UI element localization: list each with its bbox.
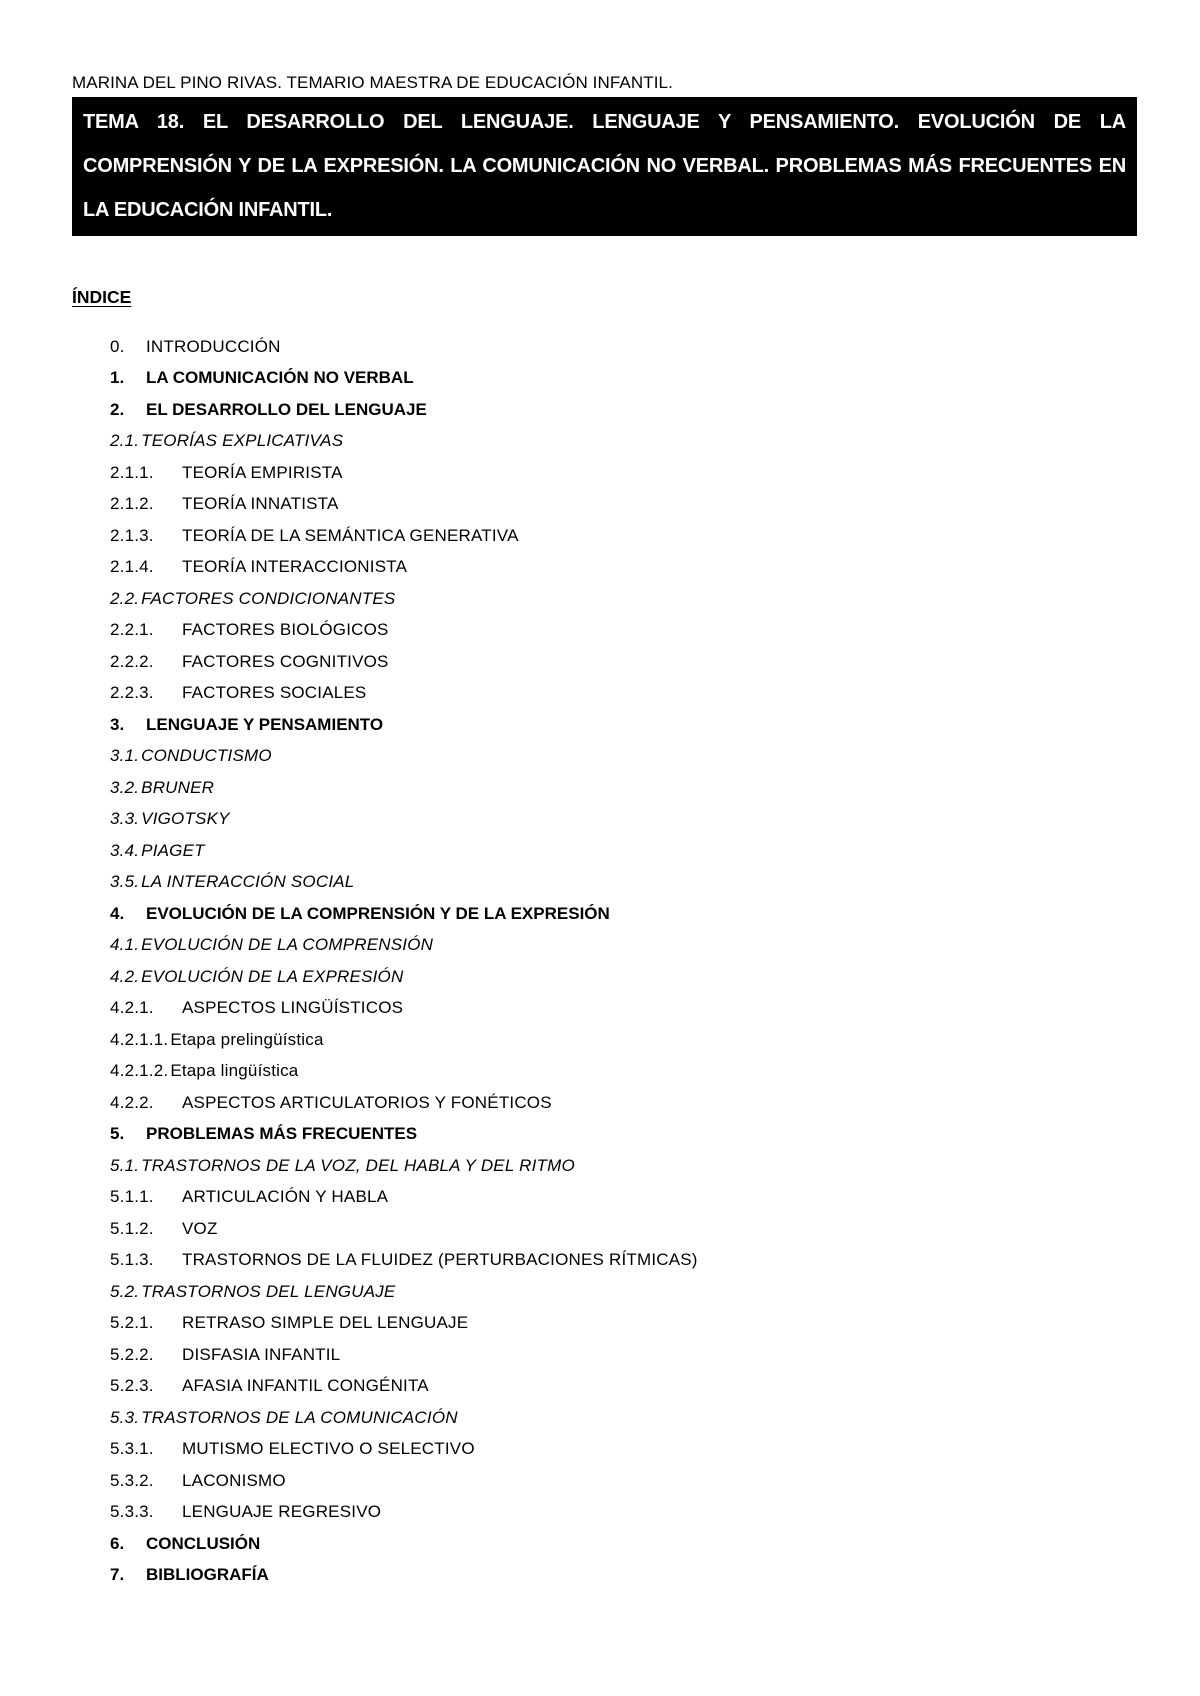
- toc-item: [110, 1371, 698, 1403]
- toc-item-number: 3.1.: [110, 746, 140, 766]
- toc-item: [110, 1150, 698, 1182]
- toc-item: [110, 1024, 698, 1056]
- toc-item: [110, 1245, 698, 1277]
- toc-item-number: 4.1.: [110, 935, 140, 955]
- toc-item-label: CONCLUSIÓN: [146, 1533, 261, 1553]
- toc-item: [110, 363, 698, 395]
- toc-item: [110, 835, 698, 867]
- index-heading: ÍNDICE: [72, 287, 132, 307]
- toc-item: [110, 1402, 698, 1434]
- toc-item: [110, 646, 698, 678]
- toc-item-number: 5.3.1.: [110, 1439, 154, 1459]
- toc-item-number: 4.2.2.: [110, 1092, 154, 1112]
- toc-item: [110, 331, 698, 363]
- running-header: MARINA DEL PINO RIVAS. TEMARIO MAESTRA DE EDUCACIÓN INFANTIL.: [72, 73, 673, 92]
- toc-item-number: 3.3.: [110, 809, 140, 829]
- toc-item-number: 3.2.: [110, 777, 140, 797]
- toc-item-label: ASPECTOS ARTICULATORIOS Y FONÉTICOS: [182, 1092, 552, 1112]
- toc-item-number: 2.2.: [110, 588, 140, 608]
- toc-item-number: 1.: [110, 368, 125, 388]
- toc-item-number: 5.1.2.: [110, 1218, 154, 1238]
- toc-item-label: RETRASO SIMPLE DEL LENGUAJE: [182, 1313, 469, 1333]
- toc-item-number: 5.3.: [110, 1407, 140, 1427]
- toc-item-label: EVOLUCIÓN DE LA COMPRENSIÓN: [141, 935, 434, 955]
- toc-item: [110, 804, 698, 836]
- toc-item-number: 2.2.2.: [110, 651, 154, 671]
- toc-item: [110, 1056, 698, 1088]
- toc-item: [110, 1465, 698, 1497]
- toc-item-number: 5.1.: [110, 1155, 140, 1175]
- toc-item-number: 6.: [110, 1533, 125, 1553]
- toc-item-number: 2.1.2.: [110, 494, 154, 514]
- toc-item-label: TRASTORNOS DE LA VOZ, DEL HABLA Y DEL RITMO: [141, 1155, 575, 1175]
- toc-item: [110, 1276, 698, 1308]
- toc-item-label: TRASTORNOS DE LA COMUNICACIÓN: [141, 1407, 458, 1427]
- toc-item-label: EVOLUCIÓN DE LA EXPRESIÓN: [141, 966, 404, 986]
- toc-item: [110, 552, 698, 584]
- toc-item: [110, 394, 698, 426]
- toc-item-number: 2.1.3.: [110, 525, 154, 545]
- toc-item-label: FACTORES COGNITIVOS: [182, 651, 389, 671]
- toc-item-label: LENGUAJE REGRESIVO: [182, 1502, 382, 1522]
- toc-item: [110, 489, 698, 521]
- toc-item-number: 7.: [110, 1565, 125, 1585]
- toc-item-label: BRUNER: [141, 777, 215, 797]
- toc-item-label: INTRODUCCIÓN: [146, 336, 281, 356]
- toc-item: [110, 678, 698, 710]
- topic-title: TEMA 18. EL DESARROLLO DEL LENGUAJE. LENGUAJE Y PENSAMIENTO. EVOLUCIÓN DE LA COMPRENSIÓN Y DE LA EXPRESIÓN. LA COMUNICACIÓN NO VERBAL. PROBLEMAS MÁS FRECUENTES EN LA EDUCACIÓN INFANTIL.: [72, 97, 1137, 236]
- table-of-contents: [110, 331, 698, 1591]
- toc-item-label: FACTORES CONDICIONANTES: [141, 588, 396, 608]
- toc-item-number: 5.2.2.: [110, 1344, 154, 1364]
- toc-item-label: MUTISMO ELECTIVO O SELECTIVO: [182, 1439, 475, 1459]
- toc-item-number: 5.2.: [110, 1281, 140, 1301]
- toc-item-number: 5.2.1.: [110, 1313, 154, 1333]
- toc-item-label: DISFASIA INFANTIL: [182, 1344, 341, 1364]
- toc-item: [110, 898, 698, 930]
- toc-item-label: TRASTORNOS DE LA FLUIDEZ (PERTURBACIONES RÍTMICAS): [182, 1250, 698, 1270]
- toc-item: [110, 1182, 698, 1214]
- toc-item-label: TEORÍA INTERACCIONISTA: [182, 557, 408, 577]
- toc-item-label: EL DESARROLLO DEL LENGUAJE: [146, 399, 427, 419]
- toc-item-label: TRASTORNOS DEL LENGUAJE: [141, 1281, 396, 1301]
- toc-item-number: 3.4.: [110, 840, 140, 860]
- toc-item: [110, 583, 698, 615]
- toc-item: [110, 709, 698, 741]
- toc-item-number: 3.5.: [110, 872, 140, 892]
- toc-item-label: TEORÍA EMPIRISTA: [182, 462, 343, 482]
- toc-item-number: 5.3.2.: [110, 1470, 154, 1490]
- toc-item-label: LA INTERACCIÓN SOCIAL: [141, 872, 355, 892]
- toc-item: [110, 1528, 698, 1560]
- toc-item-number: 3.: [110, 714, 125, 734]
- toc-item: [110, 1434, 698, 1466]
- toc-item-label: LACONISMO: [182, 1470, 286, 1490]
- toc-item-label: TEORÍA INNATISTA: [182, 494, 339, 514]
- toc-item-label: CONDUCTISMO: [141, 746, 272, 766]
- toc-item-number: 4.2.1.2.: [110, 1061, 169, 1081]
- toc-item: [110, 741, 698, 773]
- toc-item-label: Etapa lingüística: [170, 1061, 299, 1081]
- toc-item-number: 5.3.3.: [110, 1502, 154, 1522]
- toc-item: [110, 1213, 698, 1245]
- toc-item-label: FACTORES SOCIALES: [182, 683, 367, 703]
- toc-item-label: LENGUAJE Y PENSAMIENTO: [146, 714, 384, 734]
- toc-item: [110, 426, 698, 458]
- toc-item: [110, 1339, 698, 1371]
- toc-item-number: 0.: [110, 336, 125, 356]
- toc-item-label: LA COMUNICACIÓN NO VERBAL: [146, 368, 414, 388]
- toc-item-label: EVOLUCIÓN DE LA COMPRENSIÓN Y DE LA EXPRESIÓN: [146, 903, 610, 923]
- toc-item-label: AFASIA INFANTIL CONGÉNITA: [182, 1376, 429, 1396]
- toc-item: [110, 457, 698, 489]
- toc-item-number: 2.1.4.: [110, 557, 154, 577]
- toc-item: [110, 961, 698, 993]
- toc-item: [110, 930, 698, 962]
- toc-item-label: Etapa prelingüística: [170, 1029, 324, 1049]
- toc-item: [110, 520, 698, 552]
- toc-item: [110, 772, 698, 804]
- toc-item-number: 4.2.1.: [110, 998, 154, 1018]
- toc-item-label: PIAGET: [141, 840, 205, 860]
- toc-item-number: 2.: [110, 399, 125, 419]
- toc-item: [110, 1560, 698, 1592]
- toc-item-number: 2.1.1.: [110, 462, 154, 482]
- toc-item-label: ARTICULACIÓN Y HABLA: [182, 1187, 389, 1207]
- toc-item-number: 5.: [110, 1124, 125, 1144]
- toc-item-label: PROBLEMAS MÁS FRECUENTES: [146, 1124, 418, 1144]
- toc-item-number: 5.2.3.: [110, 1376, 154, 1396]
- toc-item: [110, 867, 698, 899]
- toc-item-number: 4.: [110, 903, 125, 923]
- toc-item-number: 5.1.3.: [110, 1250, 154, 1270]
- toc-item: [110, 1119, 698, 1151]
- toc-item: [110, 1087, 698, 1119]
- toc-item-number: 4.2.: [110, 966, 140, 986]
- toc-item-number: 5.1.1.: [110, 1187, 154, 1207]
- toc-item: [110, 1497, 698, 1529]
- toc-item-label: BIBLIOGRAFÍA: [146, 1565, 269, 1585]
- toc-item-number: 2.2.3.: [110, 683, 154, 703]
- toc-item: [110, 1308, 698, 1340]
- toc-item-label: VIGOTSKY: [141, 809, 230, 829]
- toc-item: [110, 615, 698, 647]
- toc-item-label: TEORÍAS EXPLICATIVAS: [141, 431, 344, 451]
- toc-item-label: VOZ: [182, 1218, 218, 1238]
- toc-item-number: 4.2.1.1.: [110, 1029, 169, 1049]
- toc-item-number: 2.1.: [110, 431, 140, 451]
- toc-item-number: 2.2.1.: [110, 620, 154, 640]
- toc-item-label: ASPECTOS LINGÜÍSTICOS: [182, 998, 404, 1018]
- toc-item: [110, 993, 698, 1025]
- toc-item-label: FACTORES BIOLÓGICOS: [182, 620, 389, 640]
- toc-item-label: TEORÍA DE LA SEMÁNTICA GENERATIVA: [182, 525, 519, 545]
